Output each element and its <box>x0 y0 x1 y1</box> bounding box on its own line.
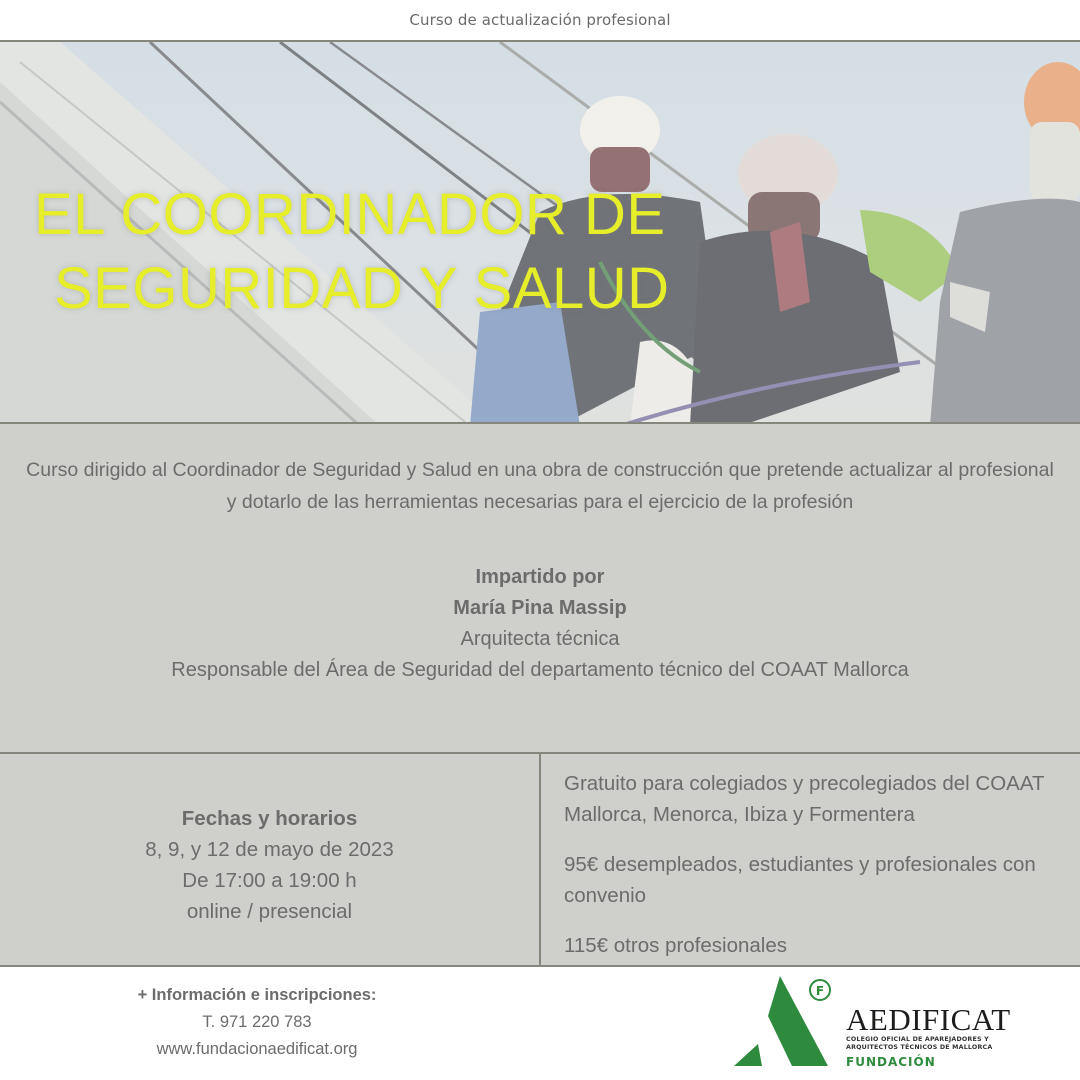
schedule-block <box>0 754 541 965</box>
hero-banner <box>0 40 1080 424</box>
schedule-dates: 8, 9, y 12 de mayo de 2023 <box>145 837 394 861</box>
price-item-members: Gratuito para colegiados y precolegiados del COAAT Mallorca, Menorca, Ibiza y Formentera <box>564 772 1045 826</box>
contact-block <box>90 982 424 1063</box>
logo-name: AEDIFICAT <box>846 1002 1011 1037</box>
pricing-block <box>564 768 1064 980</box>
course-info-panel <box>0 424 1080 754</box>
course-title-line-2: SEGURIDAD Y SALUD <box>54 256 670 321</box>
instructor-block <box>0 562 1080 686</box>
taught-by-label: Impartido por <box>475 566 605 588</box>
price-item-reduced: 95€ desempleados, estudiantes y profesionales con convenio <box>564 853 1036 907</box>
schedule-mode: online / presencial <box>186 899 353 923</box>
aedificat-a-mark-icon <box>728 972 838 1072</box>
details-panel <box>0 754 1080 967</box>
course-title <box>34 178 734 326</box>
logo-subtitle-line-2: ARQUITECTOS TÉCNICOS DE MALLORCA <box>846 1044 993 1051</box>
course-title-line-1: EL COORDINADOR DE <box>34 182 666 247</box>
contact-phone[interactable]: T. 971 220 783 <box>202 1013 312 1031</box>
instructor-role: Arquitecta técnica <box>460 628 620 650</box>
logo-subtitle-line-1: COLEGIO OFICIAL DE APAREJADORES Y <box>846 1036 989 1043</box>
instructor-name: María Pina Massip <box>453 597 627 619</box>
logo-foundation: FUNDACIÓN <box>846 1055 936 1069</box>
schedule-hours: De 17:00 a 19:00 h <box>182 868 357 892</box>
contact-heading: + Información e inscripciones: <box>137 986 377 1004</box>
contact-website-link[interactable]: www.fundacionaedificat.org <box>156 1040 358 1058</box>
instructor-position: Responsable del Área de Seguridad del departamento técnico del COAAT Mallorca <box>171 659 909 681</box>
course-description: Curso dirigido al Coordinador de Seguridad y Salud en una obra de construcción que pretende actualizar al profesional y dotarlo de las herramientas necesarias para el ejercicio de la profesión <box>26 459 1054 513</box>
logo-subtitle <box>846 1036 1006 1052</box>
aedificat-logo <box>728 972 1011 1072</box>
schedule-heading: Fechas y horarios <box>181 806 358 830</box>
price-item-general: 115€ otros profesionales <box>564 934 787 957</box>
course-type-label: Curso de actualización profesional <box>409 11 671 29</box>
foundation-badge-icon: F <box>815 984 825 998</box>
